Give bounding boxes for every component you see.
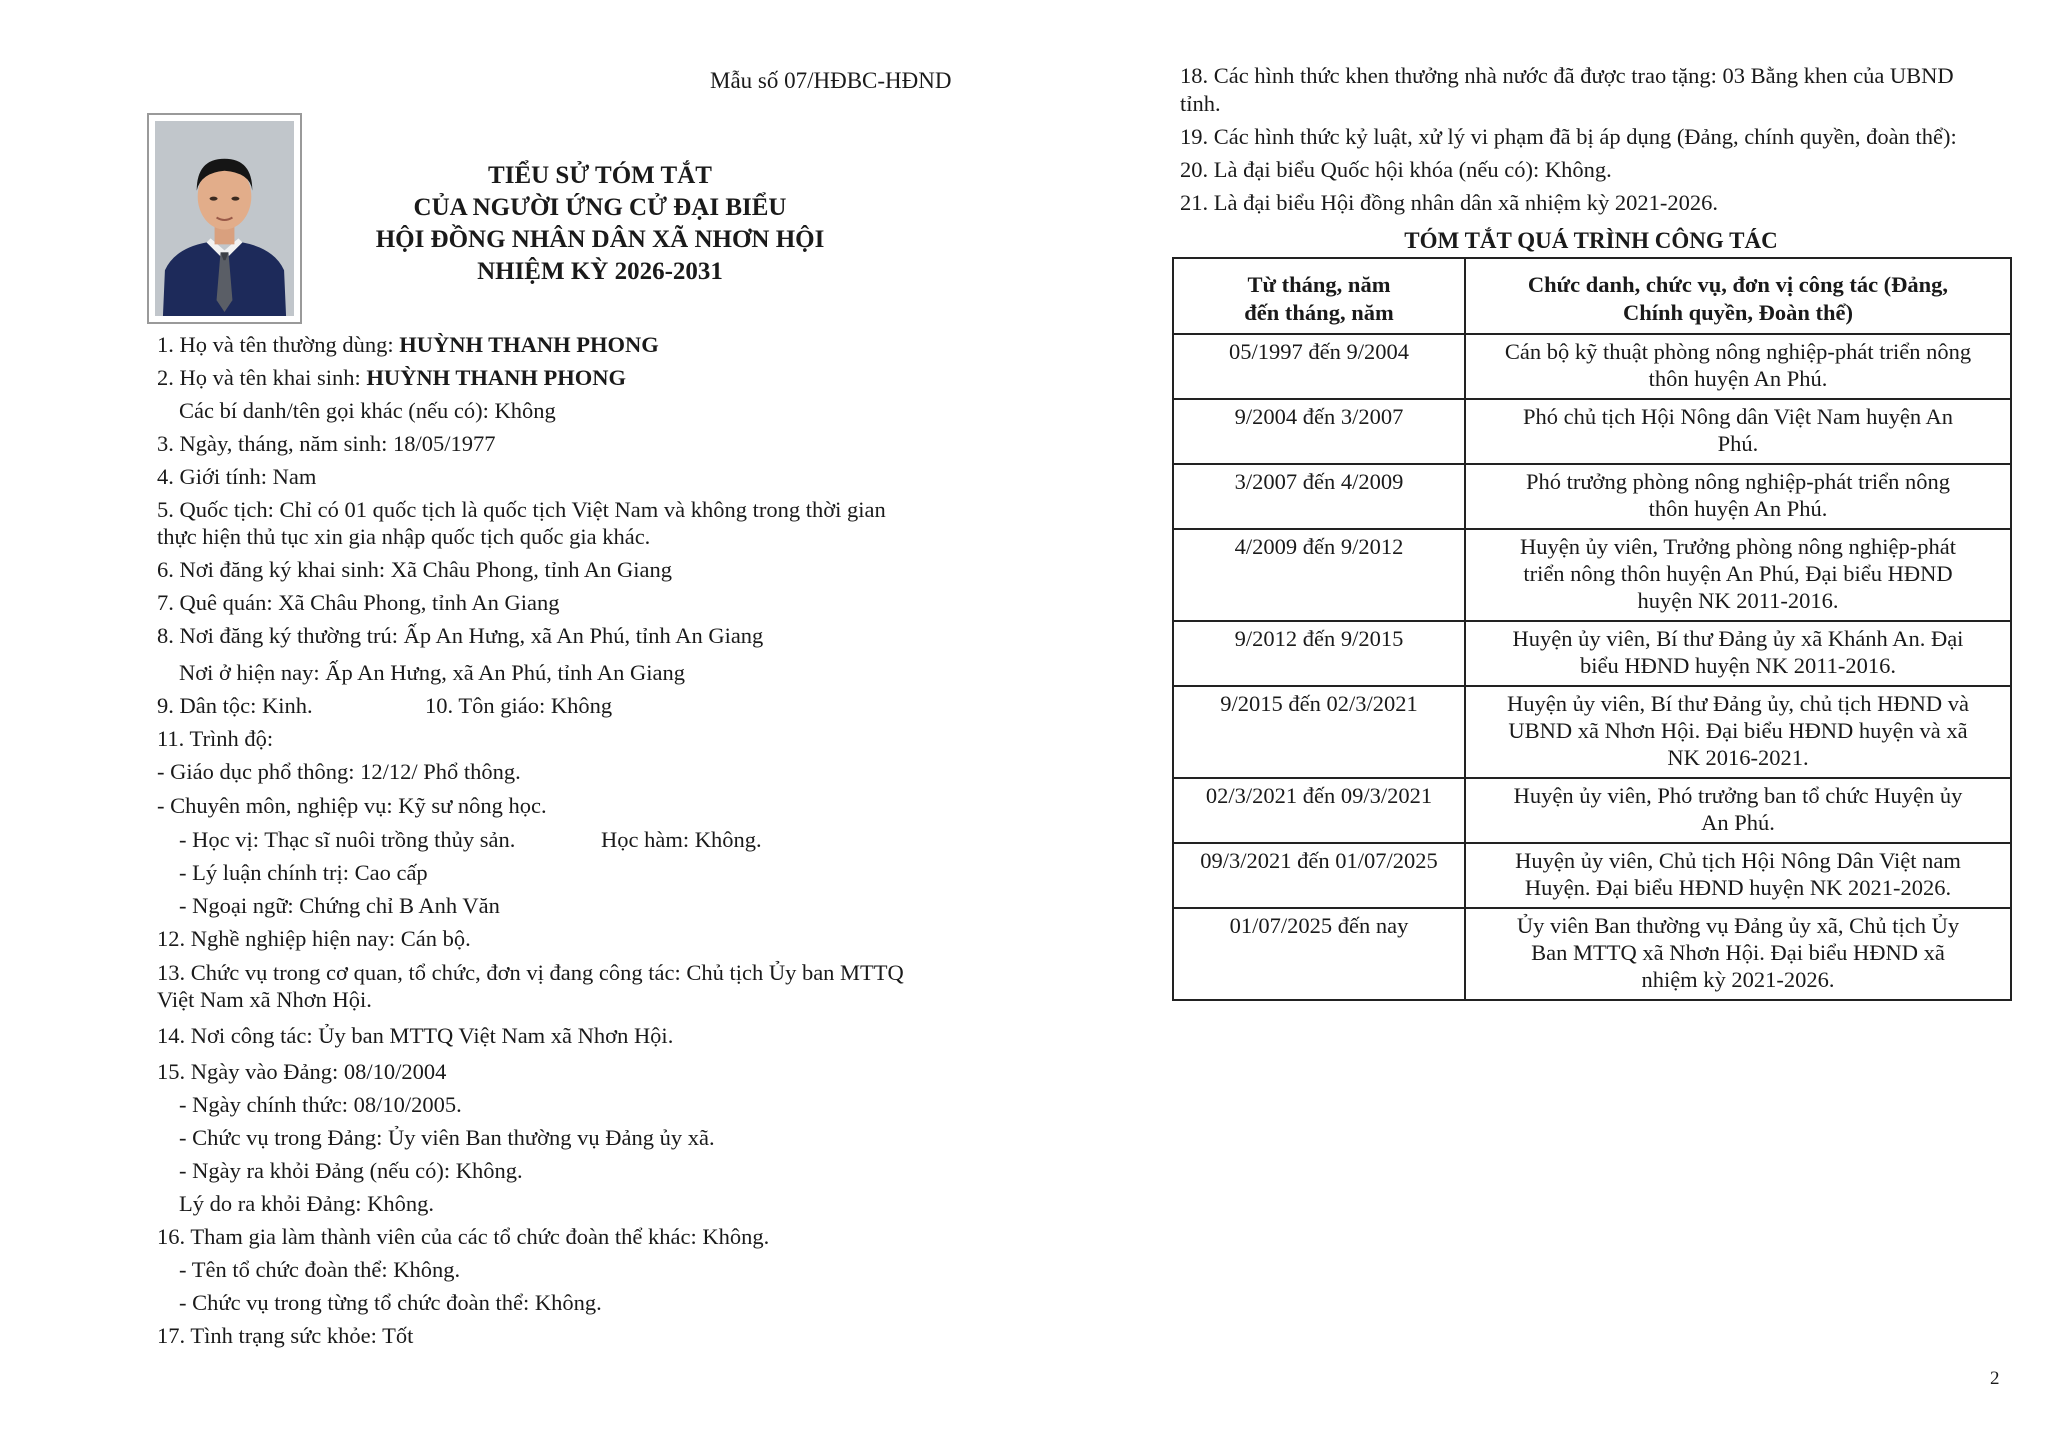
- title-line-3: HỘI ĐỒNG NHÂN DÂN XÃ NHƠN HỘI: [375, 226, 825, 253]
- role-cell: [1465, 464, 2011, 529]
- role-cell: [1465, 908, 2011, 1000]
- period-cell: 9/2004 đến 3/2007: [1173, 399, 1465, 464]
- role-cell-line: Phó chủ tịch Hội Nông dân Việt Nam huyện An: [1522, 404, 1954, 429]
- role-cell-line: NK 2016-2021.: [1667, 745, 1809, 770]
- occupation: 12. Nghề nghiệp hiện nay: Cán bộ.: [157, 926, 471, 951]
- role-cell-line: Huyện. Đại biểu HĐND huyện NK 2021-2026.: [1524, 875, 1952, 900]
- current-residence: Nơi ở hiện nay: Ấp An Hưng, xã An Phú, tỉnh An Giang: [179, 660, 685, 685]
- role-cell-line: Phú.: [1717, 431, 1759, 456]
- political-theory: - Lý luận chính trị: Cao cấp: [179, 860, 428, 885]
- party-position: - Chức vụ trong Đảng: Ủy viên Ban thường vụ Đảng ủy xã.: [179, 1125, 715, 1150]
- period-cell: 09/3/2021 đến 01/07/2025: [1173, 843, 1465, 908]
- general-education: - Giáo dục phổ thông: 12/12/ Phổ thông.: [157, 759, 521, 784]
- peoples-council: 21. Là đại biểu Hội đồng nhân dân xã nhiệm kỳ 2021-2026.: [1180, 190, 1719, 215]
- party-leave-date: - Ngày ra khỏi Đảng (nếu có): Không.: [179, 1158, 523, 1183]
- birth-name-value: HUỲNH THANH PHONG: [366, 365, 626, 390]
- role-cell-line: An Phú.: [1701, 810, 1775, 835]
- unions: 16. Tham gia làm thành viên của các tổ chức đoàn thể khác: Không.: [157, 1224, 770, 1249]
- role-cell-line: thôn huyện An Phú.: [1648, 496, 1828, 521]
- aliases: Các bí danh/tên gọi khác (nếu có): Không: [179, 398, 556, 423]
- common-name-row: [157, 332, 659, 358]
- role-cell: [1465, 843, 2011, 908]
- table-row: [1173, 529, 2011, 621]
- role-cell-line: thôn huyện An Phú.: [1648, 366, 1828, 391]
- role-cell: [1465, 334, 2011, 399]
- table-header-row: [1173, 258, 2011, 334]
- period-header: [1173, 258, 1465, 334]
- common-name-value: HUỲNH THANH PHONG: [399, 332, 659, 357]
- ethnicity: 9. Dân tộc: Kinh.: [157, 693, 313, 718]
- foreign-language: - Ngoại ngữ: Chứng chỉ B Anh Văn: [179, 893, 500, 918]
- table-row: [1173, 621, 2011, 686]
- awards-line-1: 18. Các hình thức khen thưởng nhà nước đã được trao tặng: 03 Bằng khen của UBND: [1180, 63, 1954, 88]
- period-cell: 4/2009 đến 9/2012: [1173, 529, 1465, 621]
- common-name-label: 1. Họ và tên thường dùng:: [157, 332, 400, 357]
- birth-name-row: [157, 365, 626, 391]
- role-cell-line: UBND xã Nhơn Hội. Đại biểu HĐND huyện và xã: [1508, 718, 1968, 743]
- role-header-line-2: Chính quyền, Đoàn thể): [1622, 300, 1854, 325]
- party-leave-reason: Lý do ra khỏi Đảng: Không.: [179, 1191, 434, 1216]
- table-row: [1173, 686, 2011, 778]
- permanent-residence: 8. Nơi đăng ký thường trú: Ấp An Hưng, xã An Phú, tỉnh An Giang: [157, 623, 764, 648]
- period-cell: 01/07/2025 đến nay: [1173, 908, 1465, 1000]
- gender: 4. Giới tính: Nam: [157, 464, 317, 489]
- table-row: [1173, 908, 2011, 1000]
- role-cell-line: Huyện ủy viên, Phó trưởng ban tổ chức Huyện ủy: [1513, 783, 1963, 808]
- role-cell: [1465, 529, 2011, 621]
- role-cell-line: Ủy viên Ban thường vụ Đảng ủy xã, Chủ tịch Ủy: [1516, 913, 1960, 938]
- work-history-table: [1172, 257, 2012, 1001]
- religion: 10. Tôn giáo: Không: [425, 693, 613, 718]
- role-cell: [1465, 686, 2011, 778]
- role-cell: [1465, 778, 2011, 843]
- union-positions: - Chức vụ trong từng tổ chức đoàn thể: Không.: [179, 1290, 602, 1315]
- title-line-4: NHIỆM KỲ 2026-2031: [477, 258, 723, 285]
- role-cell: [1465, 621, 2011, 686]
- role-header-line-1: Chức danh, chức vụ, đơn vị công tác (Đảng,: [1527, 272, 1949, 297]
- role-cell-line: Huyện ủy viên, Bí thư Đảng ủy, chủ tịch HĐND và: [1507, 691, 1969, 716]
- period-cell: 05/1997 đến 9/2004: [1173, 334, 1465, 399]
- academic-degree: - Học vị: Thạc sĩ nuôi trồng thủy sản.: [179, 827, 516, 852]
- title-line-2: CỦA NGƯỜI ỨNG CỬ ĐẠI BIỂU: [413, 194, 787, 221]
- role-cell-line: Cán bộ kỹ thuật phòng nông nghiệp-phát triển nông: [1504, 339, 1972, 364]
- work-history-rows: [1173, 334, 2011, 1000]
- period-header-line-2: đến tháng, năm: [1244, 300, 1394, 325]
- national-assembly: 20. Là đại biểu Quốc hội khóa (nếu có): Không.: [1180, 157, 1612, 182]
- position-line-2: Việt Nam xã Nhơn Hội.: [157, 987, 372, 1012]
- position-line-1: 13. Chức vụ trong cơ quan, tổ chức, đơn vị đang công tác: Chủ tịch Ủy ban MTTQ: [157, 960, 904, 985]
- birth-name-label: 2. Họ và tên khai sinh:: [157, 365, 367, 390]
- document-title: [310, 160, 890, 288]
- role-cell-line: huyện NK 2011-2016.: [1637, 588, 1839, 613]
- page-number: 2: [1990, 1368, 2000, 1389]
- role-cell-line: triển nông thôn huyện An Phú, Đại biểu HĐND: [1523, 561, 1953, 586]
- nationality-line-1: 5. Quốc tịch: Chỉ có 01 quốc tịch là quốc tịch Việt Nam và không trong thời gian: [157, 497, 886, 522]
- academic-title: Học hàm: Không.: [601, 827, 762, 852]
- birth-registration: 6. Nơi đăng ký khai sinh: Xã Châu Phong, tỉnh An Giang: [157, 557, 672, 582]
- period-header-line-1: Từ tháng, năm: [1247, 272, 1391, 297]
- role-cell-line: nhiệm kỳ 2021-2026.: [1641, 967, 1835, 992]
- form-code: Mẫu số 07/HĐBC-HĐND: [710, 68, 952, 93]
- table-row: [1173, 778, 2011, 843]
- period-cell: 02/3/2021 đến 09/3/2021: [1173, 778, 1465, 843]
- role-header: [1465, 258, 2011, 334]
- awards-line-2: tỉnh.: [1180, 91, 1221, 116]
- role-cell: [1465, 399, 2011, 464]
- period-cell: 3/2007 đến 4/2009: [1173, 464, 1465, 529]
- period-cell: 9/2012 đến 9/2015: [1173, 621, 1465, 686]
- party-join-date: 15. Ngày vào Đảng: 08/10/2004: [157, 1059, 447, 1084]
- role-cell-line: Ban MTTQ xã Nhơn Hội. Đại biểu HĐND xã: [1531, 940, 1945, 965]
- role-cell-line: Huyện ủy viên, Bí thư Đảng ủy xã Khánh An. Đại: [1512, 626, 1964, 651]
- party-official-date: - Ngày chính thức: 08/10/2005.: [179, 1092, 462, 1117]
- hometown: 7. Quê quán: Xã Châu Phong, tỉnh An Giang: [157, 590, 560, 615]
- specialization: - Chuyên môn, nghiệp vụ: Kỹ sư nông học.: [157, 793, 547, 818]
- title-line-1: TIỂU SỬ TÓM TẮT: [488, 162, 712, 189]
- table-row: [1173, 843, 2011, 908]
- workplace: 14. Nơi công tác: Ủy ban MTTQ Việt Nam xã Nhơn Hội.: [157, 1023, 674, 1048]
- role-cell-line: Phó trưởng phòng nông nghiệp-phát triển nông: [1525, 469, 1951, 494]
- role-cell-line: Huyện ủy viên, Trưởng phòng nông nghiệp-phát: [1520, 534, 1956, 559]
- discipline: 19. Các hình thức kỷ luật, xử lý vi phạm đã bị áp dụng (Đảng, chính quyền, đoàn thể):: [1180, 124, 1957, 149]
- role-cell-line: biểu HĐND huyện NK 2011-2016.: [1580, 653, 1896, 678]
- portrait-image: [155, 121, 294, 316]
- table-row: [1173, 399, 2011, 464]
- table-row: [1173, 334, 2011, 399]
- role-cell-line: Huyện ủy viên, Chủ tịch Hội Nông Dân Việt nam: [1515, 848, 1961, 873]
- work-history-title: TÓM TẮT QUÁ TRÌNH CÔNG TÁC: [1404, 228, 1778, 253]
- union-name: - Tên tổ chức đoàn thể: Không.: [179, 1257, 461, 1282]
- health: 17. Tình trạng sức khỏe: Tốt: [157, 1323, 414, 1348]
- nationality-line-2: thực hiện thủ tục xin gia nhập quốc tịch quốc gia khác.: [157, 524, 651, 549]
- date-of-birth: 3. Ngày, tháng, năm sinh: 18/05/1977: [157, 431, 496, 456]
- table-row: [1173, 464, 2011, 529]
- candidate-photo: [147, 113, 302, 324]
- period-cell: 9/2015 đến 02/3/2021: [1173, 686, 1465, 778]
- education-heading: 11. Trình độ:: [157, 726, 274, 751]
